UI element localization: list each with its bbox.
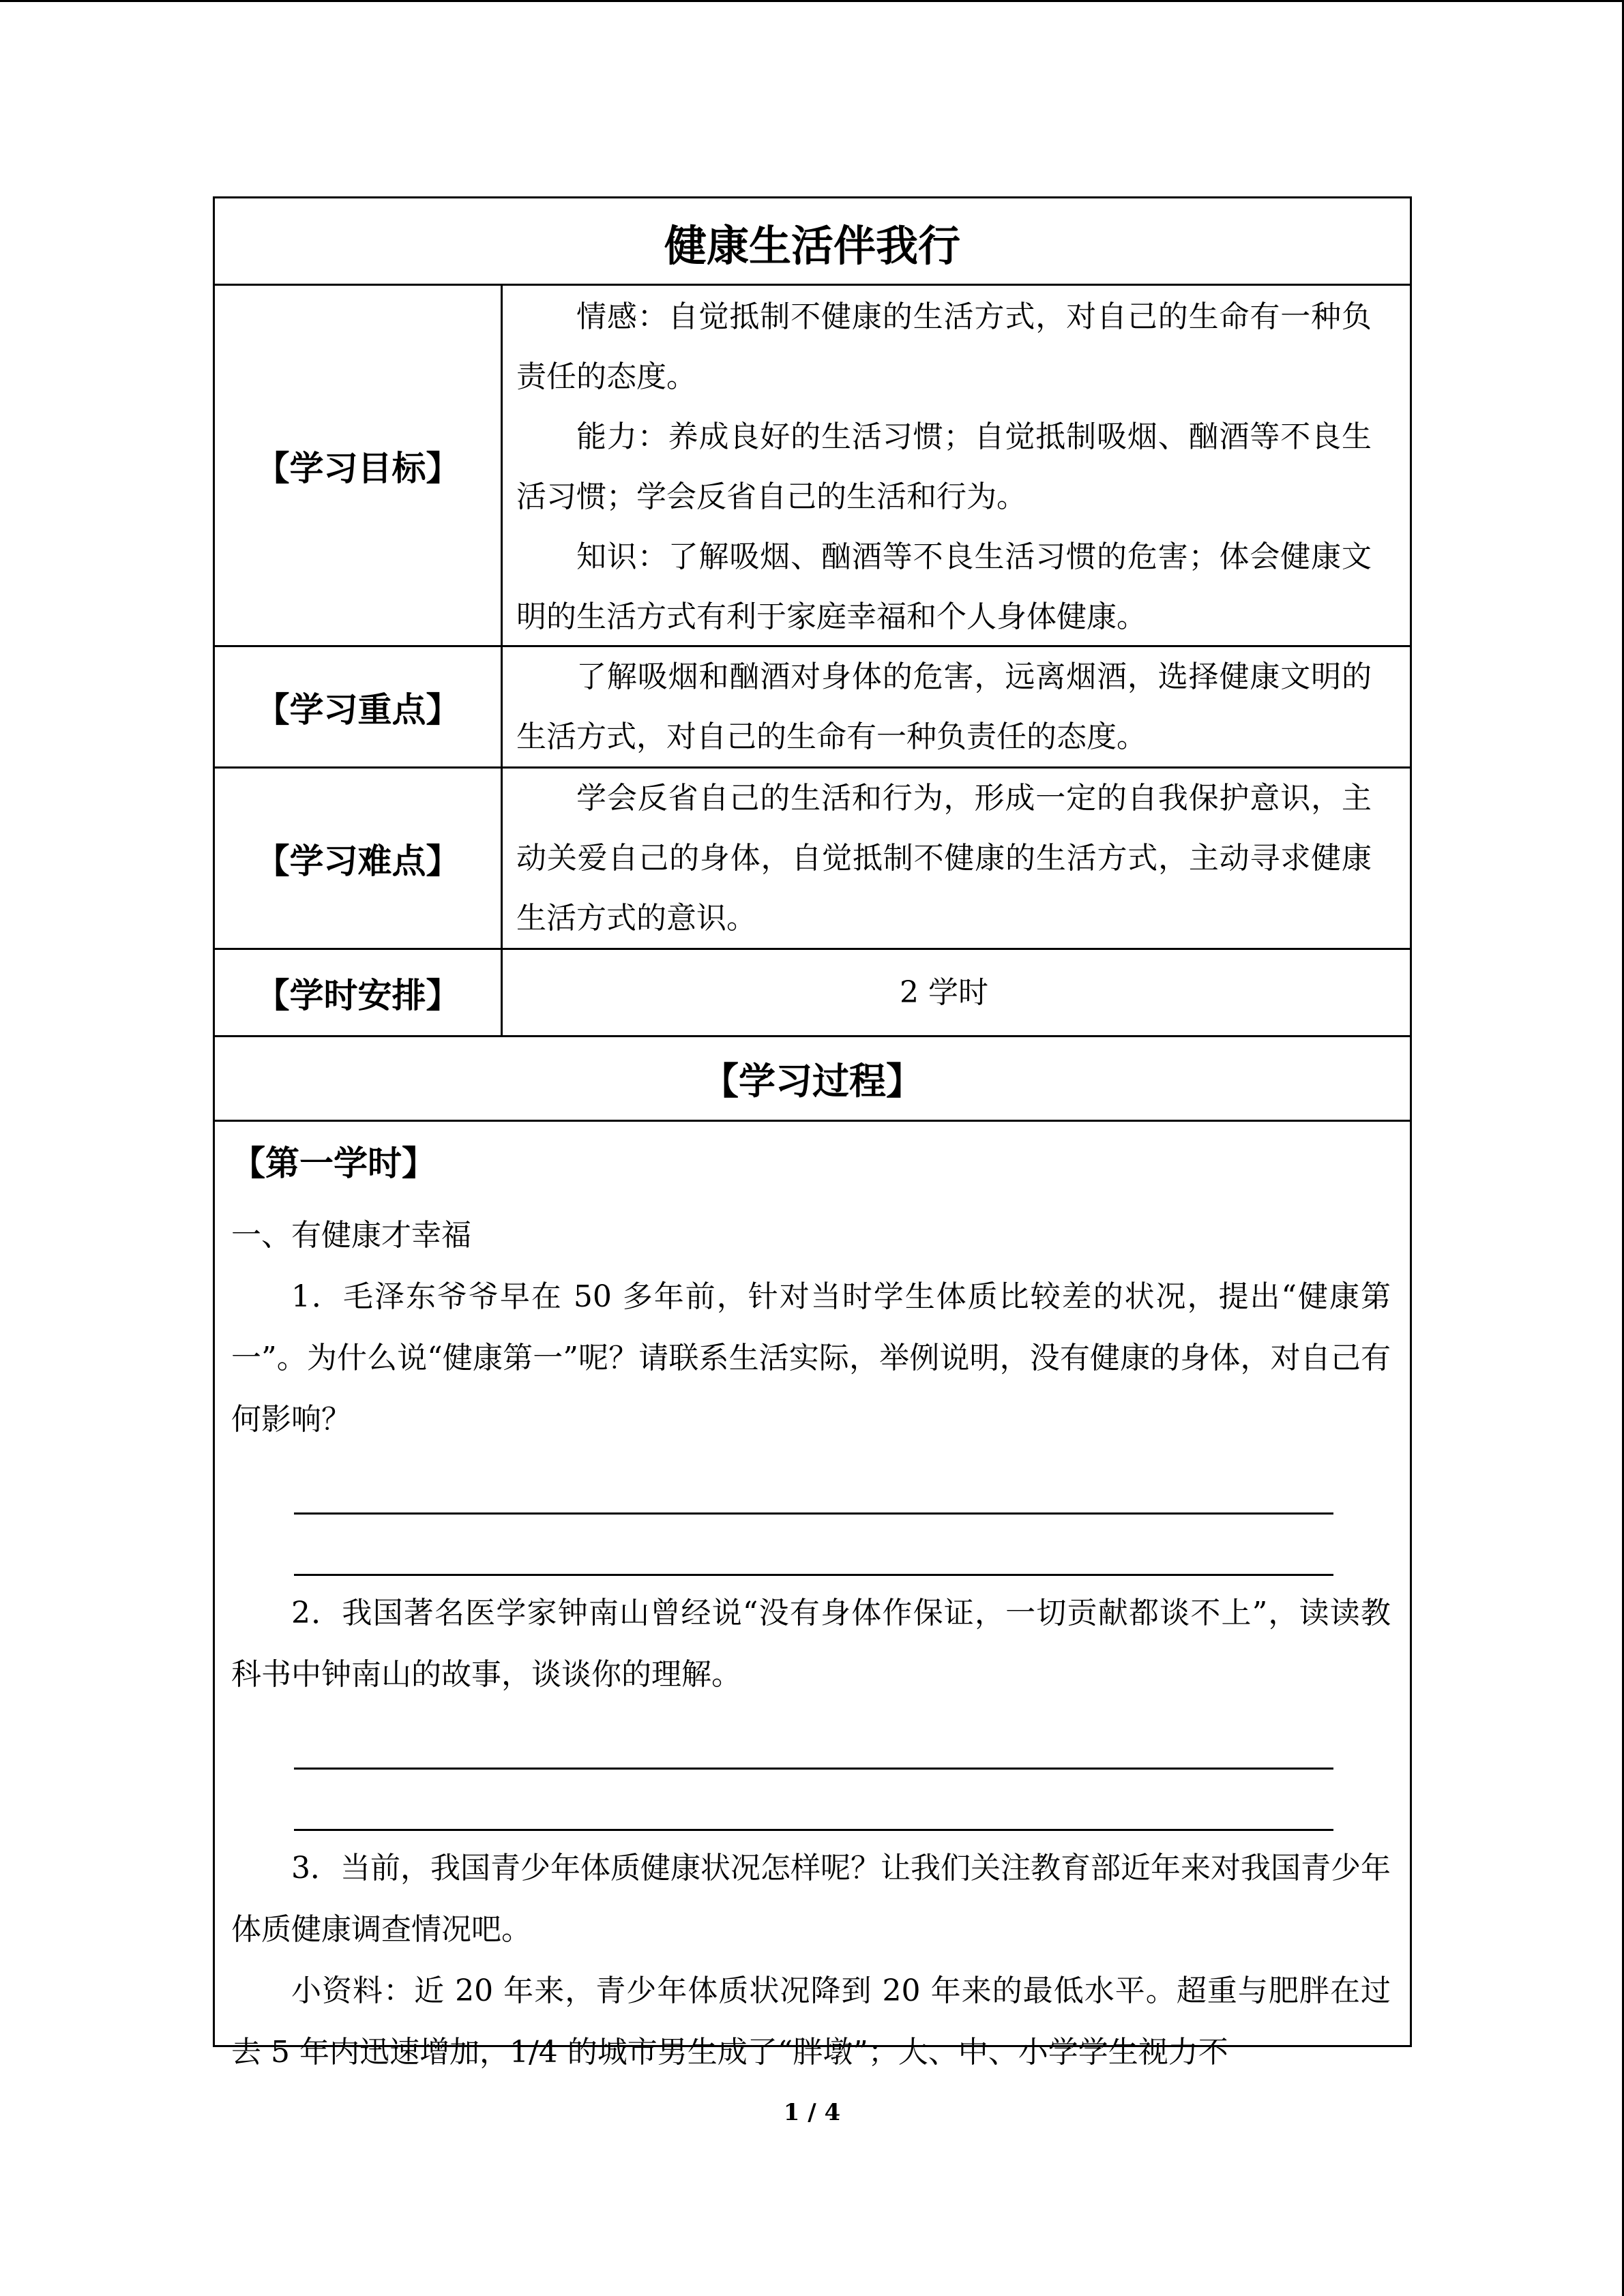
goals-content — [503, 286, 1410, 645]
question-3: 3．当前，我国青少年体质健康状况怎样呢？让我们关注教育部近年来对我国青少年体质健康调查情况吧。 — [231, 1851, 1391, 1947]
process-content — [215, 1122, 1410, 2070]
key-points-content — [503, 647, 1410, 766]
process-heading: 【学习过程】 — [702, 1060, 923, 1103]
goals-label: 【学习目标】 — [215, 286, 503, 645]
answer-line[interactable] — [294, 1453, 1333, 1515]
page-number: 1 / 4 — [783, 2099, 841, 2126]
key-points-label: 【学习重点】 — [215, 647, 503, 766]
schedule-label: 【学时安排】 — [215, 950, 503, 1035]
answer-line[interactable] — [294, 1708, 1333, 1770]
goals-row — [215, 286, 1410, 647]
schedule-value: 2 学时 — [900, 974, 988, 1010]
difficulties-text: 学会反省自己的生活和行为，形成一定的自我保护意识，主动关爱自己的身体，自觉抵制不健康的生活方式，主动寻求健康生活方式的意识。 — [516, 781, 1372, 936]
schedule-row — [215, 950, 1410, 1037]
answer-line[interactable] — [294, 1770, 1333, 1831]
page-top-rule — [0, 0, 1624, 2]
section-title: 一、有健康才幸福 — [231, 1218, 471, 1253]
goal-knowledge: 知识：了解吸烟、酗酒等不良生活习惯的危害；体会健康文明的生活方式有利于家庭幸福和个人身体健康。 — [516, 539, 1372, 634]
difficulties-label: 【学习难点】 — [215, 769, 503, 948]
key-points-row — [215, 647, 1410, 769]
lesson-plan-table — [213, 196, 1412, 2070]
goal-ability: 能力：养成良好的生活习惯；自觉抵制吸烟、酗酒等不良生活习惯；学会反省自己的生活和行为。 — [516, 419, 1372, 514]
lesson-label: 【第一学时】 — [231, 1144, 436, 1183]
goal-emotion: 情感：自觉抵制不健康的生活方式，对自己的生命有一种负责任的态度。 — [516, 299, 1372, 394]
question-1: 1．毛泽东爷爷早在 50 多年前，针对当时学生体质比较差的状况，提出“健康第一”。为什么说“健康第一”呢？请联系生活实际，举例说明，没有健康的身体，对自己有何影响？ — [231, 1279, 1391, 1437]
answer-line[interactable] — [294, 1515, 1333, 1576]
material-text: 小资料：近 20 年来，青少年体质状况降到 20 年来的最低水平。超重与肥胖在过去 5 年内迅速增加，1/4 的城市男生成了“胖墩”；大、中、小学学生视力不 — [231, 1973, 1391, 2070]
title-row — [215, 198, 1410, 286]
document-title: 健康生活伴我行 — [664, 220, 960, 271]
process-heading-row — [215, 1037, 1410, 1122]
schedule-content — [503, 950, 1410, 1035]
answer-area-1[interactable] — [231, 1453, 1391, 1576]
difficulties-row — [215, 769, 1410, 950]
key-points-text: 了解吸烟和酗酒对身体的危害，远离烟酒，选择健康文明的生活方式，对自己的生命有一种负责任的态度。 — [516, 659, 1372, 754]
difficulties-content — [503, 769, 1410, 948]
answer-area-2[interactable] — [231, 1708, 1391, 1831]
question-2: 2．我国著名医学家钟南山曾经说“没有身体作保证，一切贡献都谈不上”，读读教科书中钟南山的故事，谈谈你的理解。 — [231, 1596, 1391, 1692]
